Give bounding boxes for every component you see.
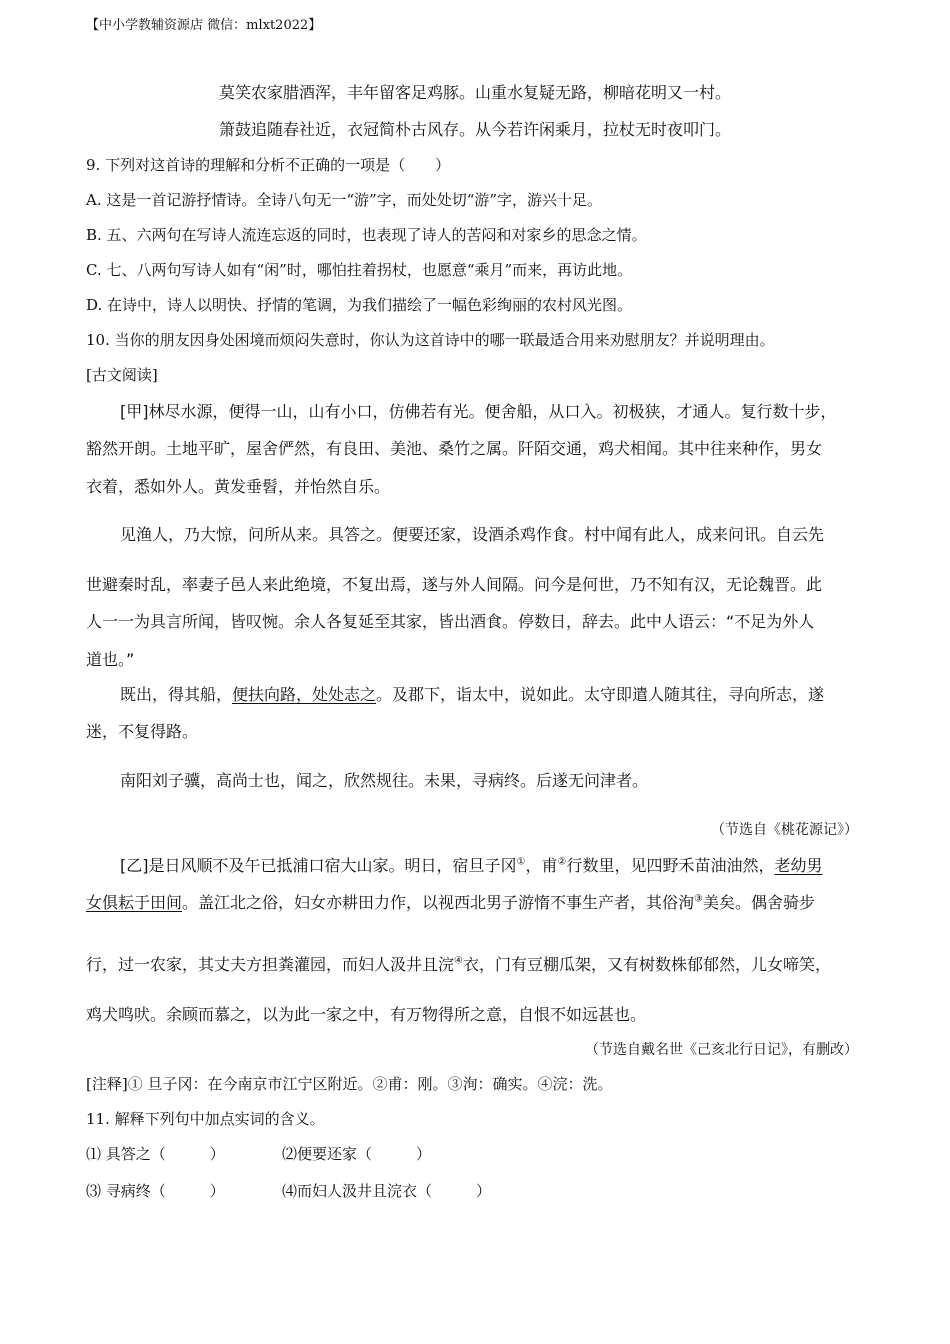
passage-jia-p2-line-3: 人一一为具言所闻，皆叹惋。余人各复延至其家，皆出酒食。停数日，辞去。此中人语云：“不足为外人	[86, 612, 815, 631]
passage-yi-line-4: 鸡犬鸣吠。余顾而慕之，以为此一家之中，有万物得所之意，自恨不如远甚也。	[86, 1005, 647, 1024]
note-marker-3: ③	[694, 893, 703, 905]
item-2-close: ）	[416, 1145, 432, 1163]
yi-underlined-phrase-start: 老幼男	[774, 856, 823, 875]
question-9-option-c: C. 七、八两句写诗人如有“闲”时，哪怕拄着拐杖，也愿意“乘月”而来，再访此地。	[86, 261, 633, 279]
passage-jia-p2-line-1: 见渔人，乃大惊，问所从来。具答之。便要还家，设酒杀鸡作食。村中闻有此人，成来问讯。自云先	[120, 525, 825, 544]
item-3-close: ）	[209, 1182, 225, 1200]
yi-l2-text-a: 。盖江北之俗，妇女亦耕田力作，以视西北男子游惰不事生产者，其俗洵	[182, 893, 695, 912]
passage-jia-p2-line-4: 道也。”	[86, 650, 135, 669]
note-marker-4: ④	[454, 955, 463, 967]
yi-l1-text-a: [乙]是日风顺不及午已抵浦口宿大山家。明日，宿旦子冈	[120, 856, 517, 875]
annotations: [注释]① 旦子冈：在今南京市江宁区附近。②甫：刚。③洵：确实。④浣：洗。	[86, 1075, 613, 1093]
item-4-close: ）	[476, 1182, 492, 1200]
yi-l1-text-b: ，甫	[525, 856, 558, 875]
yi-l3-text-b: 衣，门有豆棚瓜架，又有树数株郁郁然，儿女啼笑，	[462, 955, 831, 974]
passage-yi-line-2	[86, 890, 870, 913]
item-2-text: ⑵便要还家（	[282, 1145, 373, 1163]
yi-l3-text-a: 行，过一农家，其丈夫方担粪灌园，而妇人汲井且浣	[86, 955, 455, 974]
note-marker-2: ②	[557, 856, 567, 868]
poem-line-2: 箫鼓追随春社近，衣冠简朴古风存。从今若许闲乘月，拉杖无时夜叩门。	[218, 120, 731, 139]
question-11-item-3	[86, 1180, 225, 1201]
passage-jia-p3-line-1	[86, 682, 904, 705]
p3-text-b: 。及郡下，诣太中，说如此。太守即遣人随其往，寻向所志，遂	[376, 685, 825, 704]
item-4-text: ⑷而妇人汲井且浣衣（	[282, 1182, 433, 1200]
question-9-option-a: A. 这是一首记游抒情诗。全诗八句无一“游”字，而处处切“游”字，游兴十足。	[86, 191, 603, 209]
passage-jia-p3-line-2: 迷，不复得路。	[86, 722, 199, 741]
passage-jia-p2-line-2: 世避秦时乱，率妻子邑人来此绝境，不复出焉，遂与外人间隔。问今是何世，乃不知有汉，无论魏晋。此	[86, 575, 823, 594]
question-11-item-1	[86, 1143, 225, 1164]
item-1-close: ）	[209, 1145, 225, 1163]
question-11-item-4	[282, 1180, 491, 1201]
source-yi: （节选自戴名世《己亥北行日记》，有删改）	[585, 1042, 858, 1058]
question-9-stem: 9. 下列对这首诗的理解和分析不正确的一项是（ ）	[86, 156, 451, 174]
poem-line-1: 莫笑农家腊酒浑，丰年留客足鸡豚。山重水复疑无路，柳暗花明又一村。	[218, 83, 731, 102]
passage-jia-line-2: 豁然开朗。土地平旷，屋舍俨然，有良田、美池、桑竹之属。阡陌交通，鸡犬相闻。其中往来种作，男女	[86, 439, 823, 458]
passage-jia-line-3: 衣着，悉如外人。黄发垂髫，并怡然自乐。	[86, 477, 391, 496]
passage-jia-line-1: [甲]林尽水源，便得一山，山有小口，仿佛若有光。便舍船，从口入。初极狭，才通人。复行数十步，	[120, 402, 837, 421]
page-header: 【中小学教辅资源店 微信：mlxt2022】	[86, 18, 322, 33]
yi-l1-text-c: 行数里，见四野禾苗油油然，	[566, 856, 775, 875]
passage-yi-line-3	[86, 952, 870, 975]
section-heading: [古文阅读]	[86, 366, 158, 384]
question-11-stem: 11. 解释下列句中加点实词的含义。	[86, 1110, 325, 1128]
p3-text-a: 既出，得其船，	[120, 685, 233, 704]
question-9-option-b: B. 五、六两句在写诗人流连忘返的同时，也表现了诗人的苦闷和对家乡的思念之情。	[86, 226, 647, 244]
question-10: 10. 当你的朋友因身处困境而烦闷失意时，你认为这首诗中的哪一联最适合用来劝慰朋友？并说明理由。	[86, 331, 775, 349]
p3-underlined-phrase: 便扶向路，处处志之	[232, 685, 377, 704]
yi-underlined-phrase-end: 女俱耘于田间	[86, 893, 183, 912]
passage-yi-line-1	[86, 853, 904, 876]
note-marker-1: ①	[516, 856, 526, 868]
item-3-text: ⑶ 寻病终（	[86, 1182, 166, 1200]
source-jia: （节选自《桃花源记》）	[711, 822, 858, 838]
question-11-item-2	[282, 1143, 431, 1164]
yi-l2-text-b: 美矣。偶舍骑步	[703, 893, 816, 912]
passage-jia-p4: 南阳刘子骥，高尚士也，闻之，欣然规往。未果，寻病终。后遂无问津者。	[120, 771, 649, 790]
question-9-option-d: D. 在诗中，诗人以明快、抒情的笔调，为我们描绘了一幅色彩绚丽的农村风光图。	[86, 296, 633, 314]
item-1-text: ⑴ 具答之（	[86, 1145, 166, 1163]
